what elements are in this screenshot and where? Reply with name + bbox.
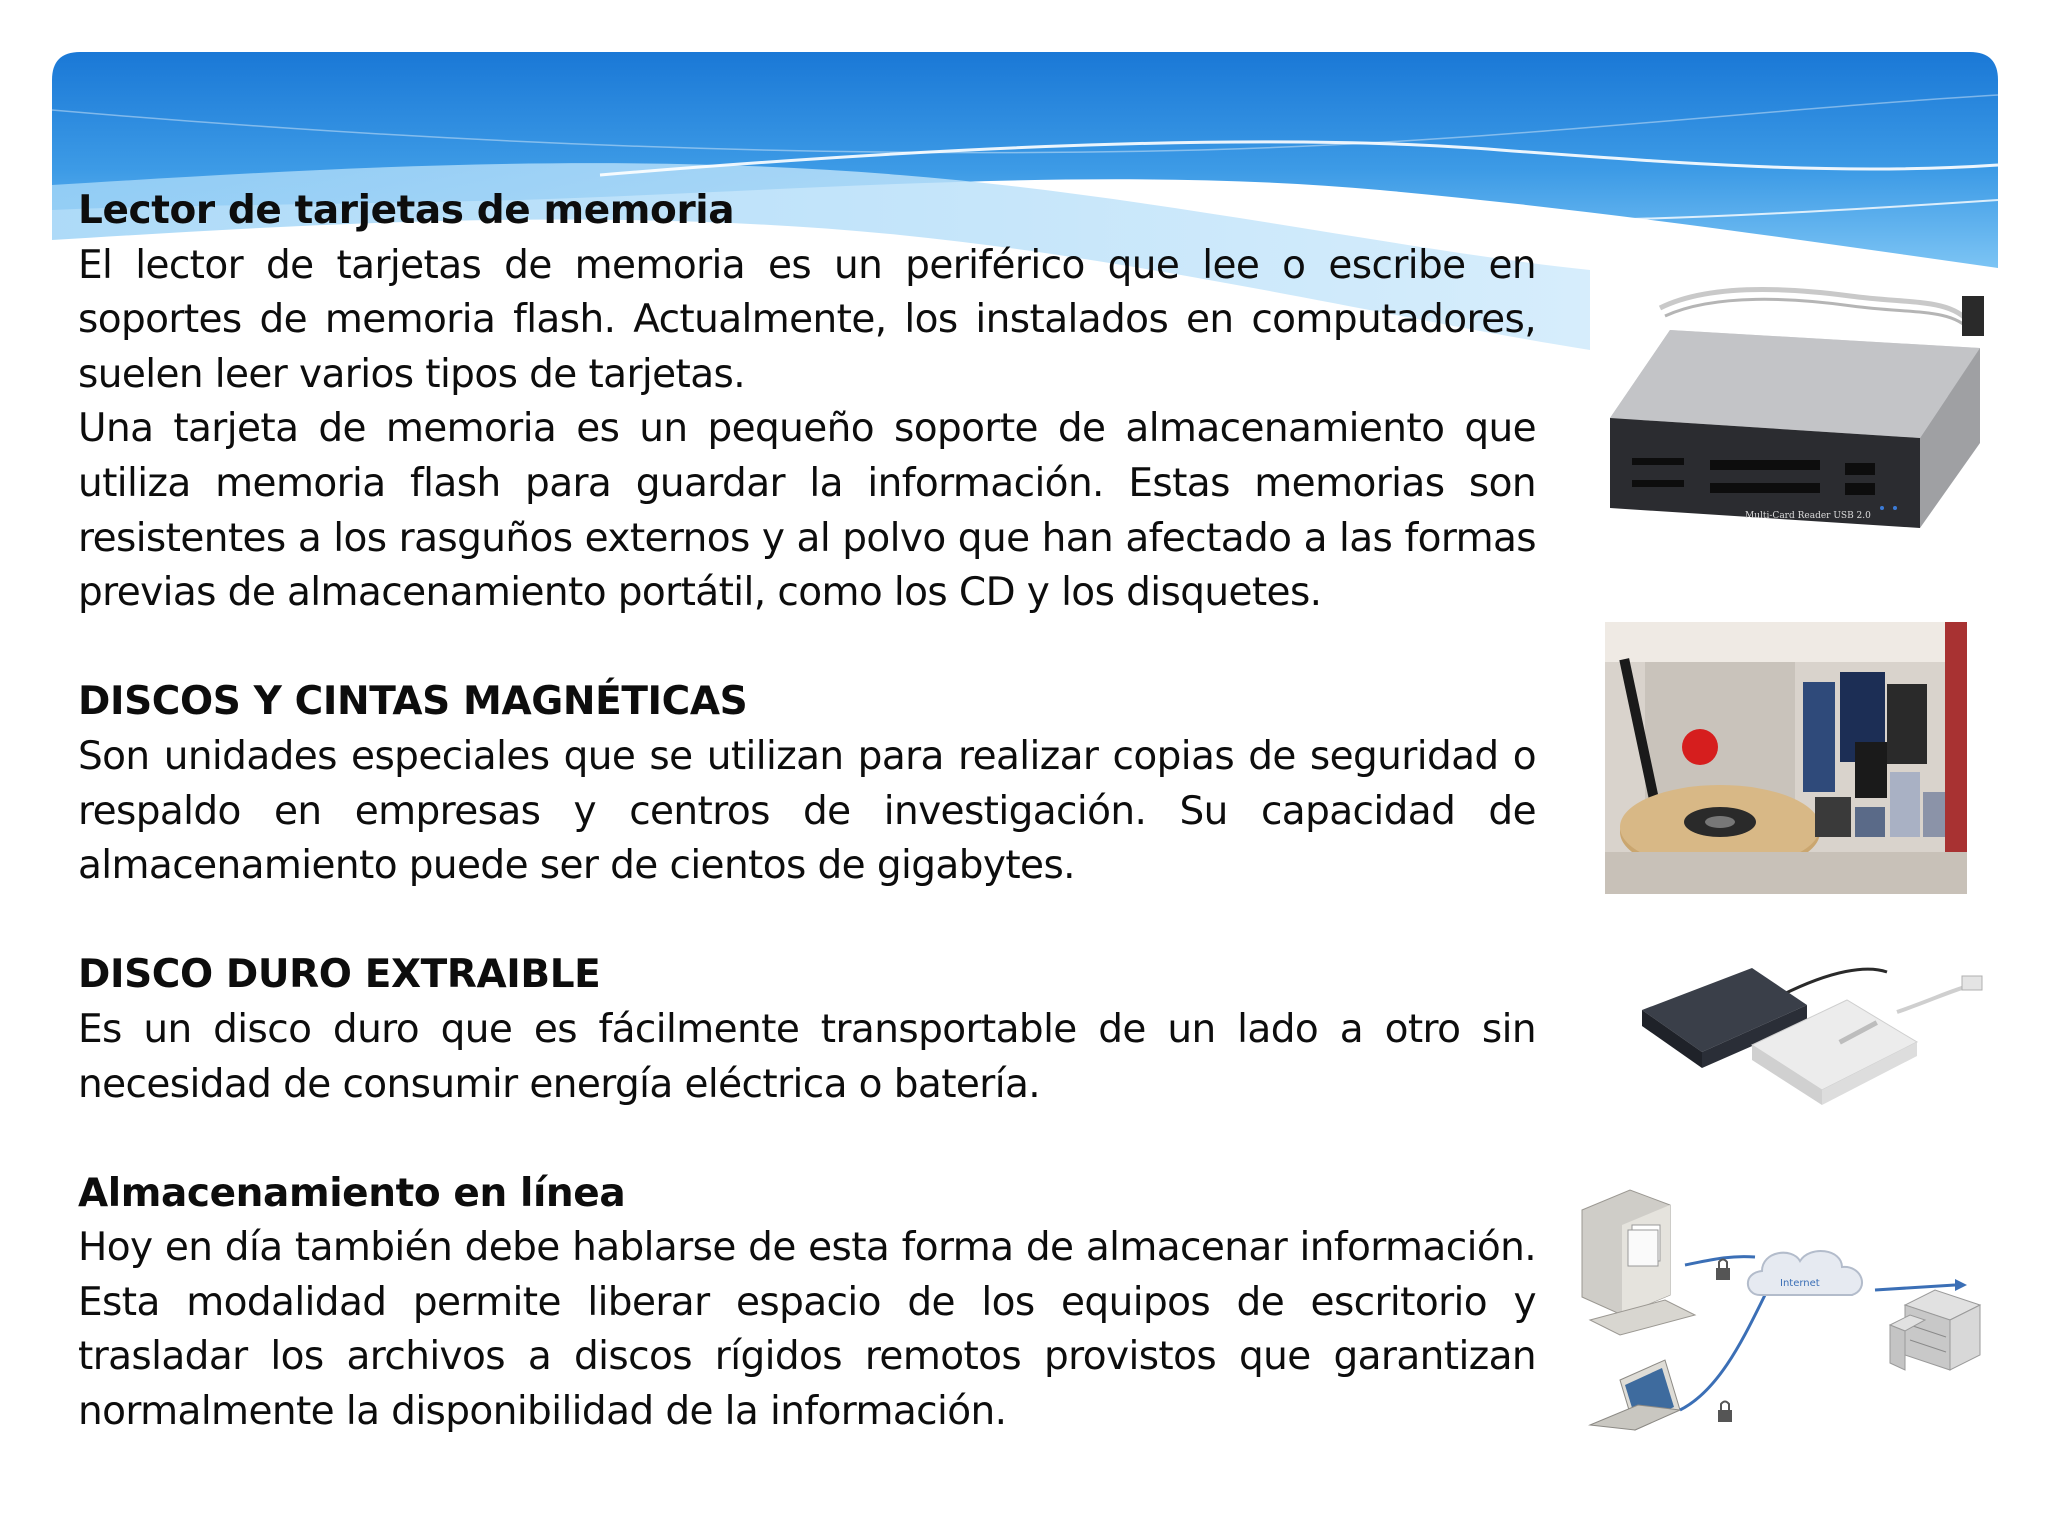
section-heading: Lector de tarjetas de memoria [78, 188, 735, 233]
section-paragraph: Hoy en día también debe hablarse de esta forma de almacenar información. Esta modalidad permite liberar espacio de los equipos de escritorio y trasladar los archivos a discos rígidos remotos provistos que garantizan normalmente la disponibilidad de la información. [78, 1225, 1536, 1435]
section-paragraph: Son unidades especiales que se utilizan para realizar copias de seguridad o respaldo en empresas y centros de investigación. Su capacidad de almacenamiento puede ser de cientos de gigabytes. [78, 733, 1536, 889]
section-paragraph: El lector de tarjetas de memoria es un periférico que lee o escribe en soportes de memoria flash. Actualmente, los instalados en computadores, suelen leer varios tipos de tarjetas. [78, 242, 1536, 397]
content-area [78, 184, 1536, 1494]
section-paragraph: Es un disco duro que es fácilmente transportable de un lado a otro sin necesidad de consumir energía eléctrica o batería. [78, 1006, 1536, 1107]
cloud-label: Internet [1780, 1278, 1820, 1289]
card-reader-image [1590, 268, 1998, 568]
section-heading: Almacenamiento en línea [78, 1170, 626, 1216]
external-drive-image [1632, 950, 1992, 1125]
section-card-reader [78, 184, 1536, 621]
section-online-storage [78, 1167, 1536, 1440]
section-heading: DISCO DURO EXTRAIBLE [78, 952, 601, 998]
online-storage-image [1570, 1185, 2000, 1455]
section-heading: DISCOS Y CINTAS MAGNÉTICAS [78, 679, 748, 725]
section-magnetic-tapes [78, 675, 1536, 893]
section-external-drive [78, 948, 1536, 1112]
card-reader-label: Multi-Card Reader USB 2.0 [1745, 511, 1871, 521]
section-paragraph: Una tarjeta de memoria es un pequeño soporte de almacenamiento que utiliza memoria flash para guardar la información. Estas memorias son resistentes a los rasguños externos y al polvo que han afectado a las formas previas de almacenamiento portátil, como los CD y los disquetes. [78, 406, 1536, 616]
magnetic-tapes-image [1605, 622, 1967, 894]
